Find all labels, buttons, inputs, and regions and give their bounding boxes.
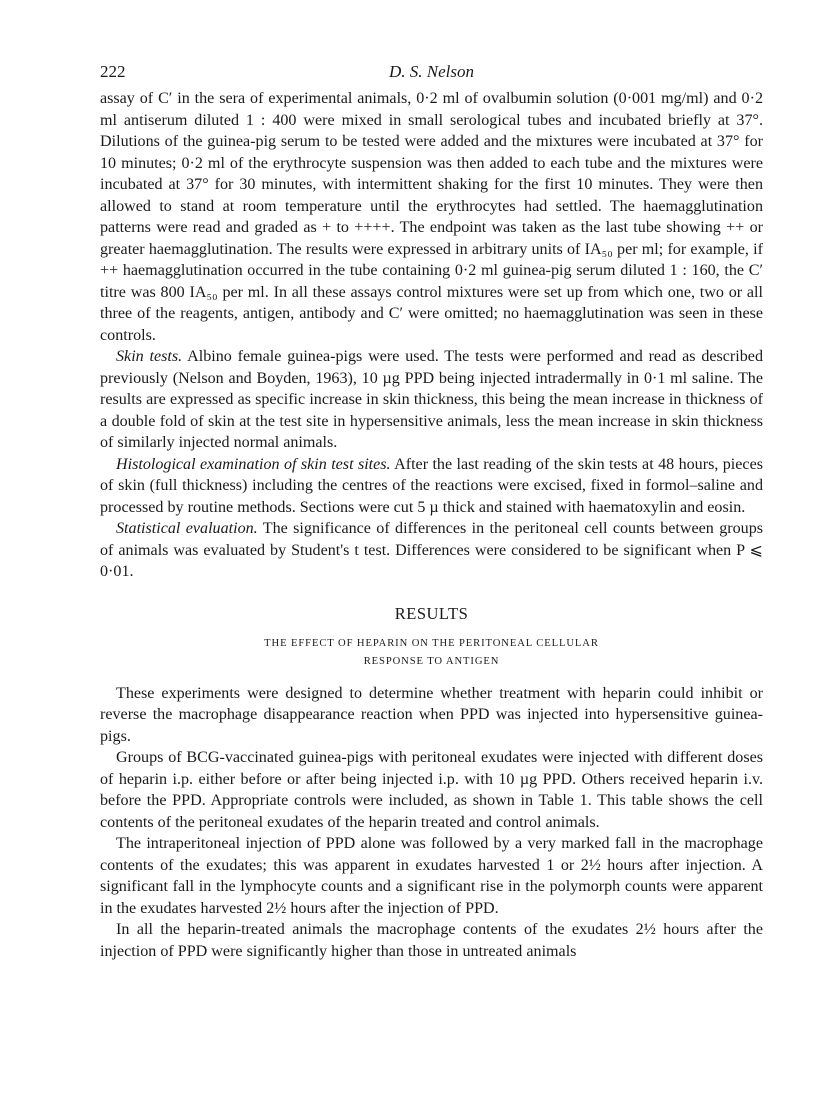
- results-paragraph: In all the heparin-treated animals the macrophage contents of the exudates 2½ hours after the injection of PPD were significantly higher than those in untreated animals: [100, 921, 763, 960]
- histology-text: After the last reading of the skin tests at 48 hours, pieces of skin (full thickness) including the centres of the reactions were excised, fixed in formol–saline and processed by routine methods. Sections were cut 5 µ thick and stained with haematoxylin and eosin.: [100, 455, 763, 516]
- histology-paragraph: [100, 454, 763, 519]
- results-paragraph: The intraperitoneal injection of PPD alone was followed by a very marked fall in the macrophage contents of the exudates; this was apparent in exudates harvested 1 or 2½ hours after injection. A significant fall in the lymphocyte counts and a significant rise in the polymorph counts were apparent in the exudates harvested 2½ hours after the injection of PPD.: [100, 835, 763, 917]
- complement-assay-paragraph: assay of C′ in the sera of experimental animals, 0·2 ml of ovalbumin solution (0·001 mg/ml) and 0·2 ml antiserum diluted 1 : 400 were mixed in small serological tubes and incubated briefly at 37°. Dilutions of the guinea-pig serum to be tested were added and the mixtures were incubated at 37° for 10 minutes; 0·2 ml of the erythrocyte suspension was then added to each tube and the mixtures were incubated at 37° for 30 minutes, with intermittent shaking for the first 10 minutes. They were then allowed to stand at room temperature until the erythrocytes had settled. The haemagglutination patterns were read and graded as + to ++++. The endpoint was taken as the last tube showing ++ or greater haemagglutination. The results were expressed in arbitrary units of IA₅₀ per ml; for example, if ++ haemagglutination occurred in the tube containing 0·2 ml guinea-pig serum diluted 1 : 160, the C′ titre was 800 IA₅₀ per ml. In all these assays control mixtures were set up from which one, two or all three of the reagents, antigen, antibody and C′ were omitted; no haemagglutination was seen in these controls.: [100, 90, 763, 344]
- skin-tests-title: Skin tests.: [116, 348, 183, 365]
- subheading-line-2: RESPONSE TO ANTIGEN: [363, 655, 500, 667]
- skin-tests-text: Albino female guinea-pigs were used. The tests were performed and read as described previously (Nelson and Boyden, 1963), 10 µg PPD being injected intradermally in 0·1 ml saline. The results are expressed as specific increase in skin thickness, this being the mean increase in thickness of a double fold of skin at the test site in hypersensitive animals, less the mean increase in skin thickness of similarly injected normal animals.: [100, 348, 763, 451]
- results-paragraph: These experiments were designed to determine whether treatment with heparin could inhibit or reverse the macrophage disappearance reaction when PPD was injected into hypersensitive guinea-pigs.: [100, 684, 763, 745]
- journal-page: [100, 62, 763, 962]
- histology-title: Histological examination of skin test sites.: [116, 455, 391, 473]
- statistics-text: The significance of differences in the peritoneal cell counts between groups of animals was evaluated by Student's t test. Differences were considered to be significant when P ⩽ 0·01.: [100, 520, 763, 580]
- subheading-line-1: THE EFFECT OF HEPARIN ON THE PERITONEAL CELLULAR: [264, 637, 599, 649]
- section-gap: [100, 583, 763, 603]
- results-paragraph: Groups of BCG-vaccinated guinea-pigs with peritoneal exudates were injected with different doses of heparin i.p. either before or after being injected i.p. with 10 µg PPD. Others received heparin i.v. before the PPD. Appropriate controls were included, as shown in Table 1. This table shows the cell contents of the peritoneal exudates of the heparin treated and control animals.: [100, 749, 763, 831]
- results-subheading: [100, 635, 763, 671]
- page-number: 222: [100, 62, 126, 81]
- running-head: [100, 62, 763, 88]
- running-author: D. S. Nelson: [389, 62, 474, 81]
- results-heading: RESULTS: [394, 603, 469, 623]
- skin-tests-paragraph: [100, 346, 763, 454]
- statistics-title: Statistical evaluation.: [116, 520, 258, 537]
- statistics-paragraph: [100, 518, 763, 583]
